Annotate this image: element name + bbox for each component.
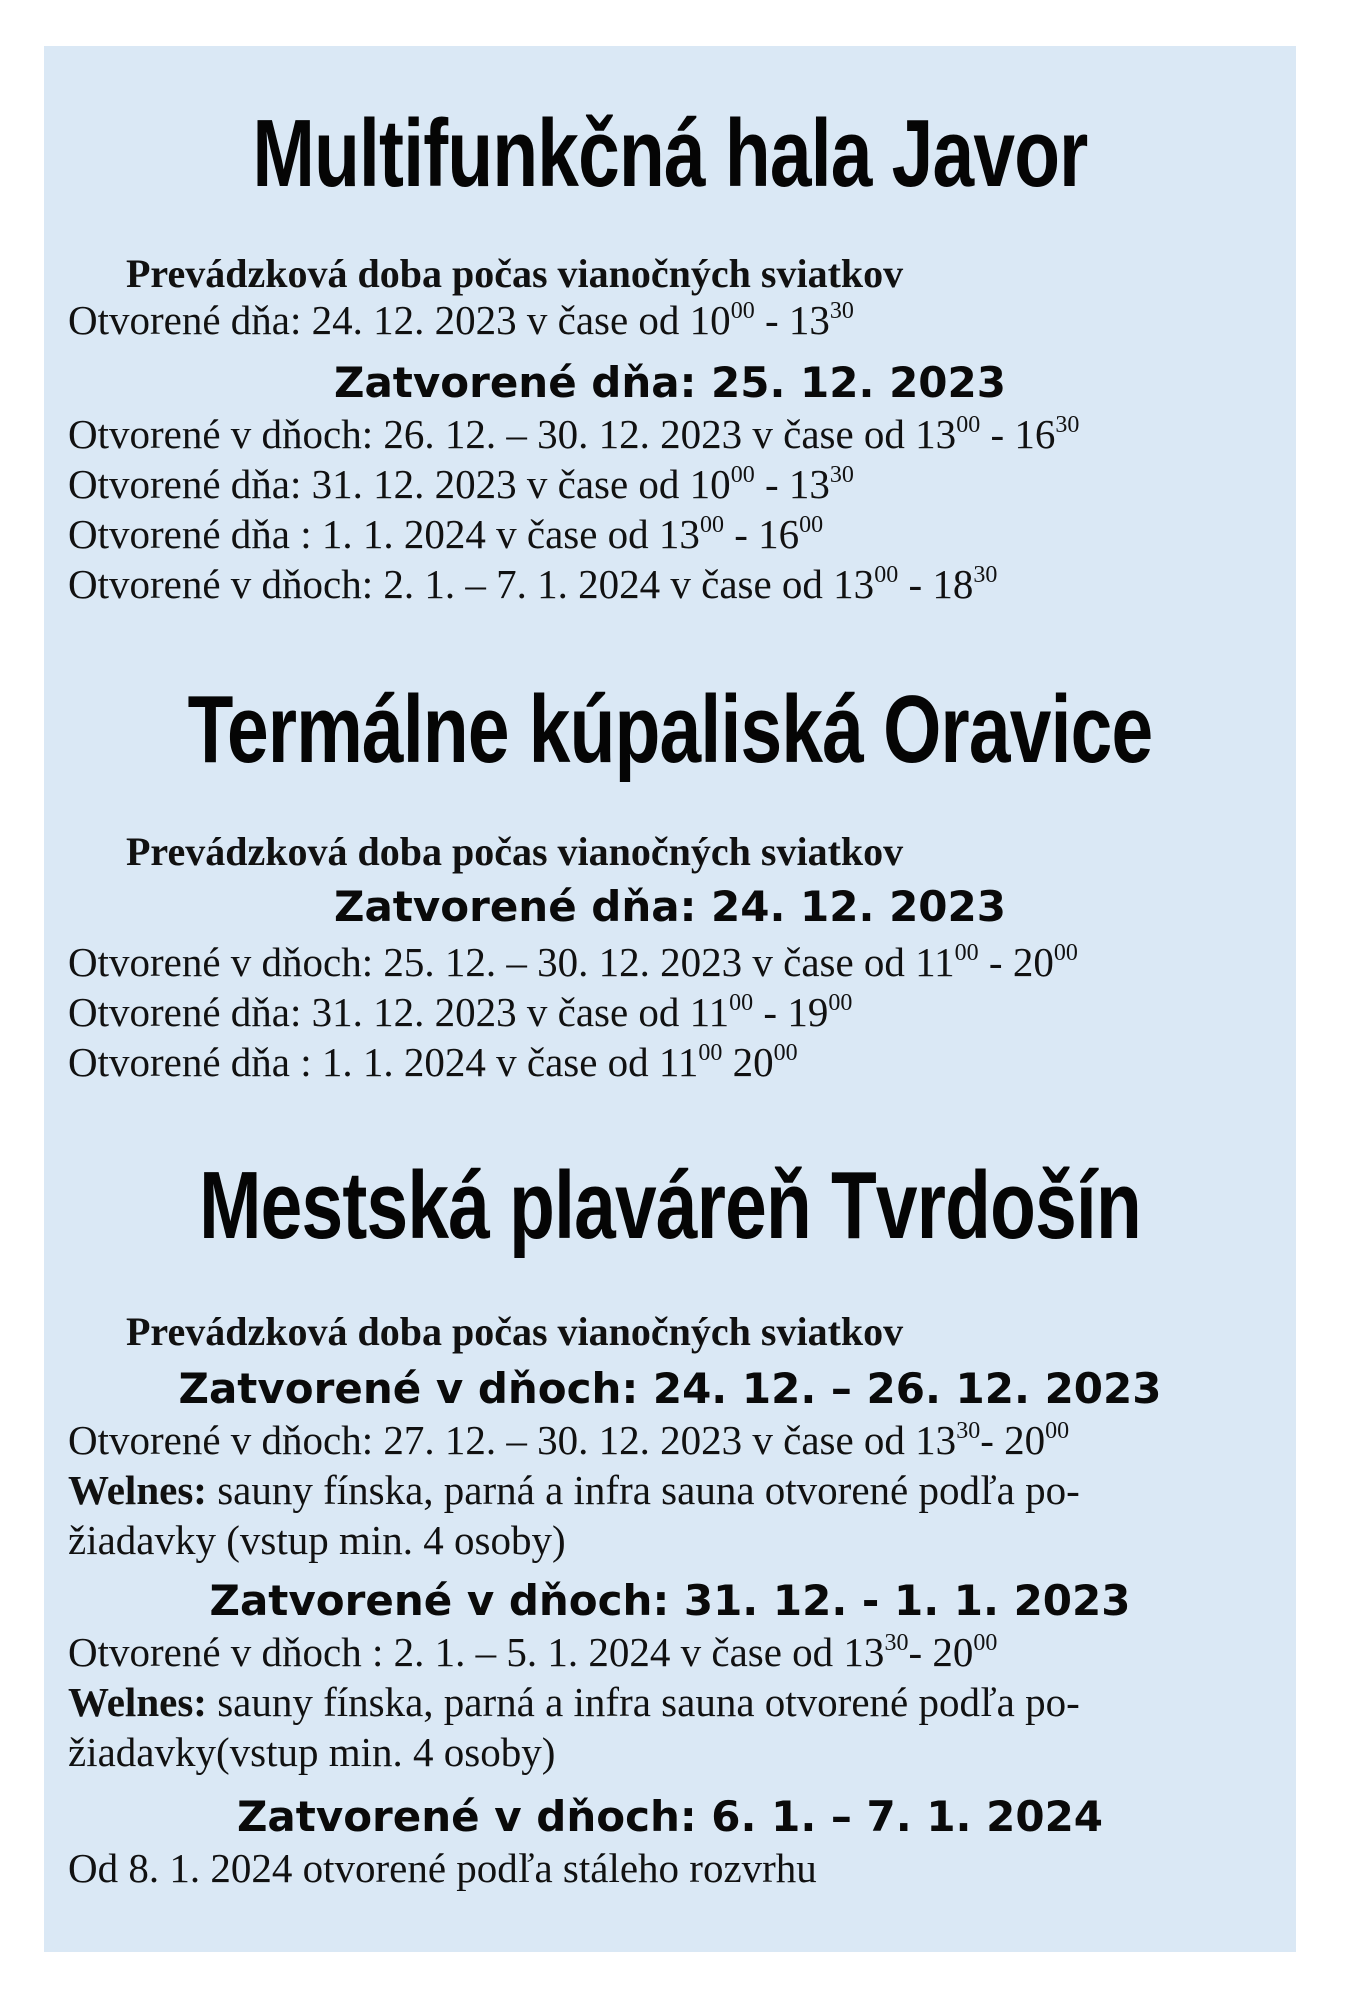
schedule-line: Otvorené dňa: 24. 12. 2023 v čase od $10^{00} - 13^{30}$ <box>68 297 854 343</box>
wellness-note-cont: žiadavky (vstup min. 4 osoby) <box>68 1517 566 1563</box>
section-title-tvrdosin: Mestská plaváreň Tvrdošín <box>199 1152 1141 1259</box>
schedule-line: Otvorené dňa : 1. 1. 2024 v čase od $11^{00}$ $20^{00}$ <box>68 1039 798 1085</box>
closed-notice: Zatvorené v dňoch: 6. 1. – 7. 1. 2024 <box>236 1792 1104 1841</box>
wellness-note: Welnes: sauny fínska, parná a infra sauna otvorené podľa po- <box>68 1467 1080 1513</box>
section-subtitle: Prevádzková doba počas vianočných sviatkov <box>126 251 904 296</box>
section-subtitle: Prevádzková doba počas vianočných sviatkov <box>126 829 904 874</box>
wellness-note-cont: žiadavky(vstup min. 4 osoby) <box>68 1729 556 1775</box>
section-subtitle: Prevádzková doba počas vianočných sviatkov <box>126 1309 904 1354</box>
section-title-oravice: Termálne kúpaliská Oravice <box>187 676 1153 783</box>
schedule-line: Otvorené v dňoch: 26. 12. – 30. 12. 2023 v čase od $13^{00} - 16^{30}$ <box>68 411 1080 457</box>
schedule-panel <box>44 46 1296 1952</box>
closed-notice: Zatvorené dňa: 25. 12. 2023 <box>334 358 1006 407</box>
closed-notice: Zatvorené v dňoch: 24. 12. – 26. 12. 2023 <box>178 1364 1162 1413</box>
schedule-line: Otvorené dňa: 31. 12. 2023 v čase od $11^{00} - 19^{00}$ <box>68 989 853 1035</box>
closed-notice: Zatvorené dňa: 24. 12. 2023 <box>334 882 1006 931</box>
closed-notice: Zatvorené v dňoch: 31. 12. - 1. 1. 2023 <box>209 1576 1131 1625</box>
footer-note: Od 8. 1. 2024 otvorené podľa stáleho rozvrhu <box>68 1845 817 1891</box>
section-title-javor: Multifunkčná hala Javor <box>252 100 1088 207</box>
schedule-line: Otvorené dňa : 1. 1. 2024 v čase od $13^{00} - 16^{00}$ <box>68 511 824 557</box>
schedule-line: Otvorené v dňoch: 2. 1. – 7. 1. 2024 v čase od $13^{00} - 18^{30}$ <box>68 561 998 607</box>
wellness-note: Welnes: sauny fínska, parná a infra sauna otvorené podľa po- <box>68 1679 1080 1725</box>
schedule-line: Otvorené v dňoch: 25. 12. – 30. 12. 2023 v čase od $11^{00} - 20^{00}$ <box>68 939 1078 985</box>
schedule-line: Otvorené dňa: 31. 12. 2023 v čase od $10^{00} - 13^{30}$ <box>68 461 854 507</box>
schedule-line: Otvorené v dňoch : 2. 1. – 5. 1. 2024 v čase od $13^{30}-$ $20^{00}$ <box>68 1629 998 1675</box>
schedule-line: Otvorené v dňoch: 27. 12. – 30. 12. 2023 v čase od $13^{30}-$ $20^{00}$ <box>68 1417 1070 1463</box>
